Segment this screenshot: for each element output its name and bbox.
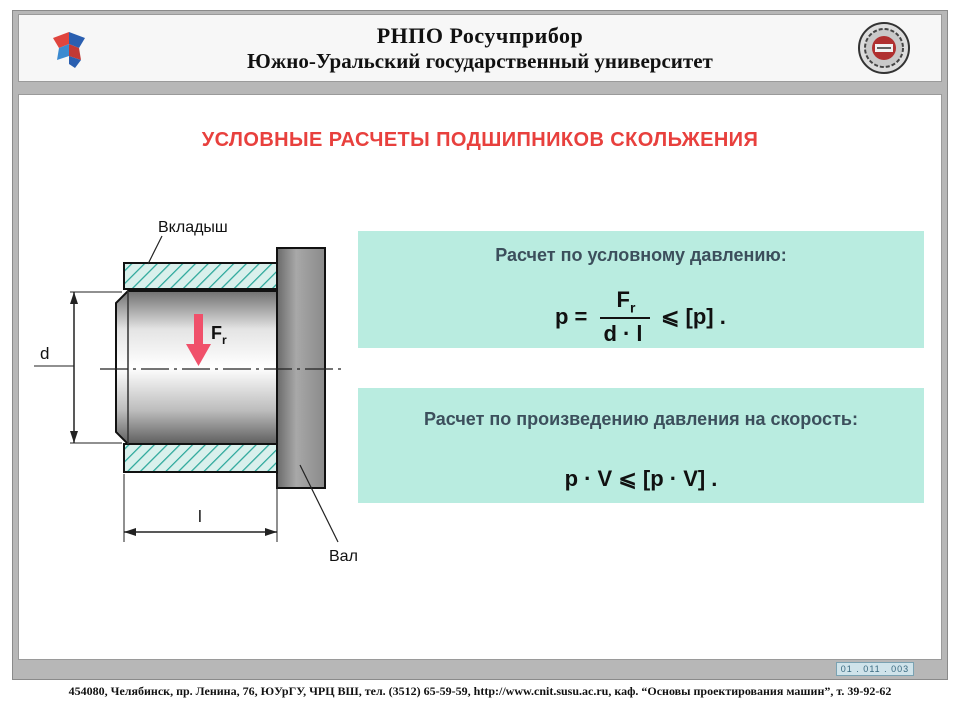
pressure-rhs: ⩽ [p] .: [661, 304, 726, 329]
pressure-lhs: p =: [555, 304, 588, 329]
liner-bottom-section: [124, 444, 277, 472]
shaft-body: [116, 291, 277, 444]
slide-title: УСЛОВНЫЕ РАСЧЕТЫ ПОДШИПНИКОВ СКОЛЬЖЕНИЯ: [201, 129, 759, 151]
shaft-flange: [277, 248, 325, 488]
pressure-numerator: $F_r$: [616, 287, 636, 316]
pressure-formula-box: [358, 231, 924, 348]
fraction-line: [600, 317, 650, 319]
pv-formula-title: Расчет по произведению давления на скорость:: [424, 409, 858, 429]
pressure-denominator: d · l: [603, 321, 643, 346]
diameter-label: d: [40, 344, 50, 363]
length-label: l: [198, 507, 202, 526]
pv-formula-box: [358, 388, 924, 503]
shaft-label: Вал: [329, 548, 358, 565]
slide-code: 01 . 011 . 003: [836, 662, 914, 676]
footer-contacts: 454080, Челябинск, пр. Ленина, 76, ЮУрГУ, ЧРЦ ВШ, тел. (3512) 65-59-59, http://www.cnit.susu.ac.ru, каф. “Основы проектирования машин”, т. 39-92-62: [68, 684, 892, 698]
pressure-formula-title: Расчет по условному давлению:: [495, 245, 787, 265]
liner-top-section: [124, 263, 277, 289]
university-name: Южно-Уральский государственный университет: [247, 49, 713, 73]
org-name: РНПО Росучприбор: [376, 23, 584, 48]
force-label: $F_r$: [211, 323, 227, 347]
liner-label: Вкладыш: [158, 219, 228, 236]
pv-formula: p · V ⩽ [p · V] .: [564, 466, 718, 491]
